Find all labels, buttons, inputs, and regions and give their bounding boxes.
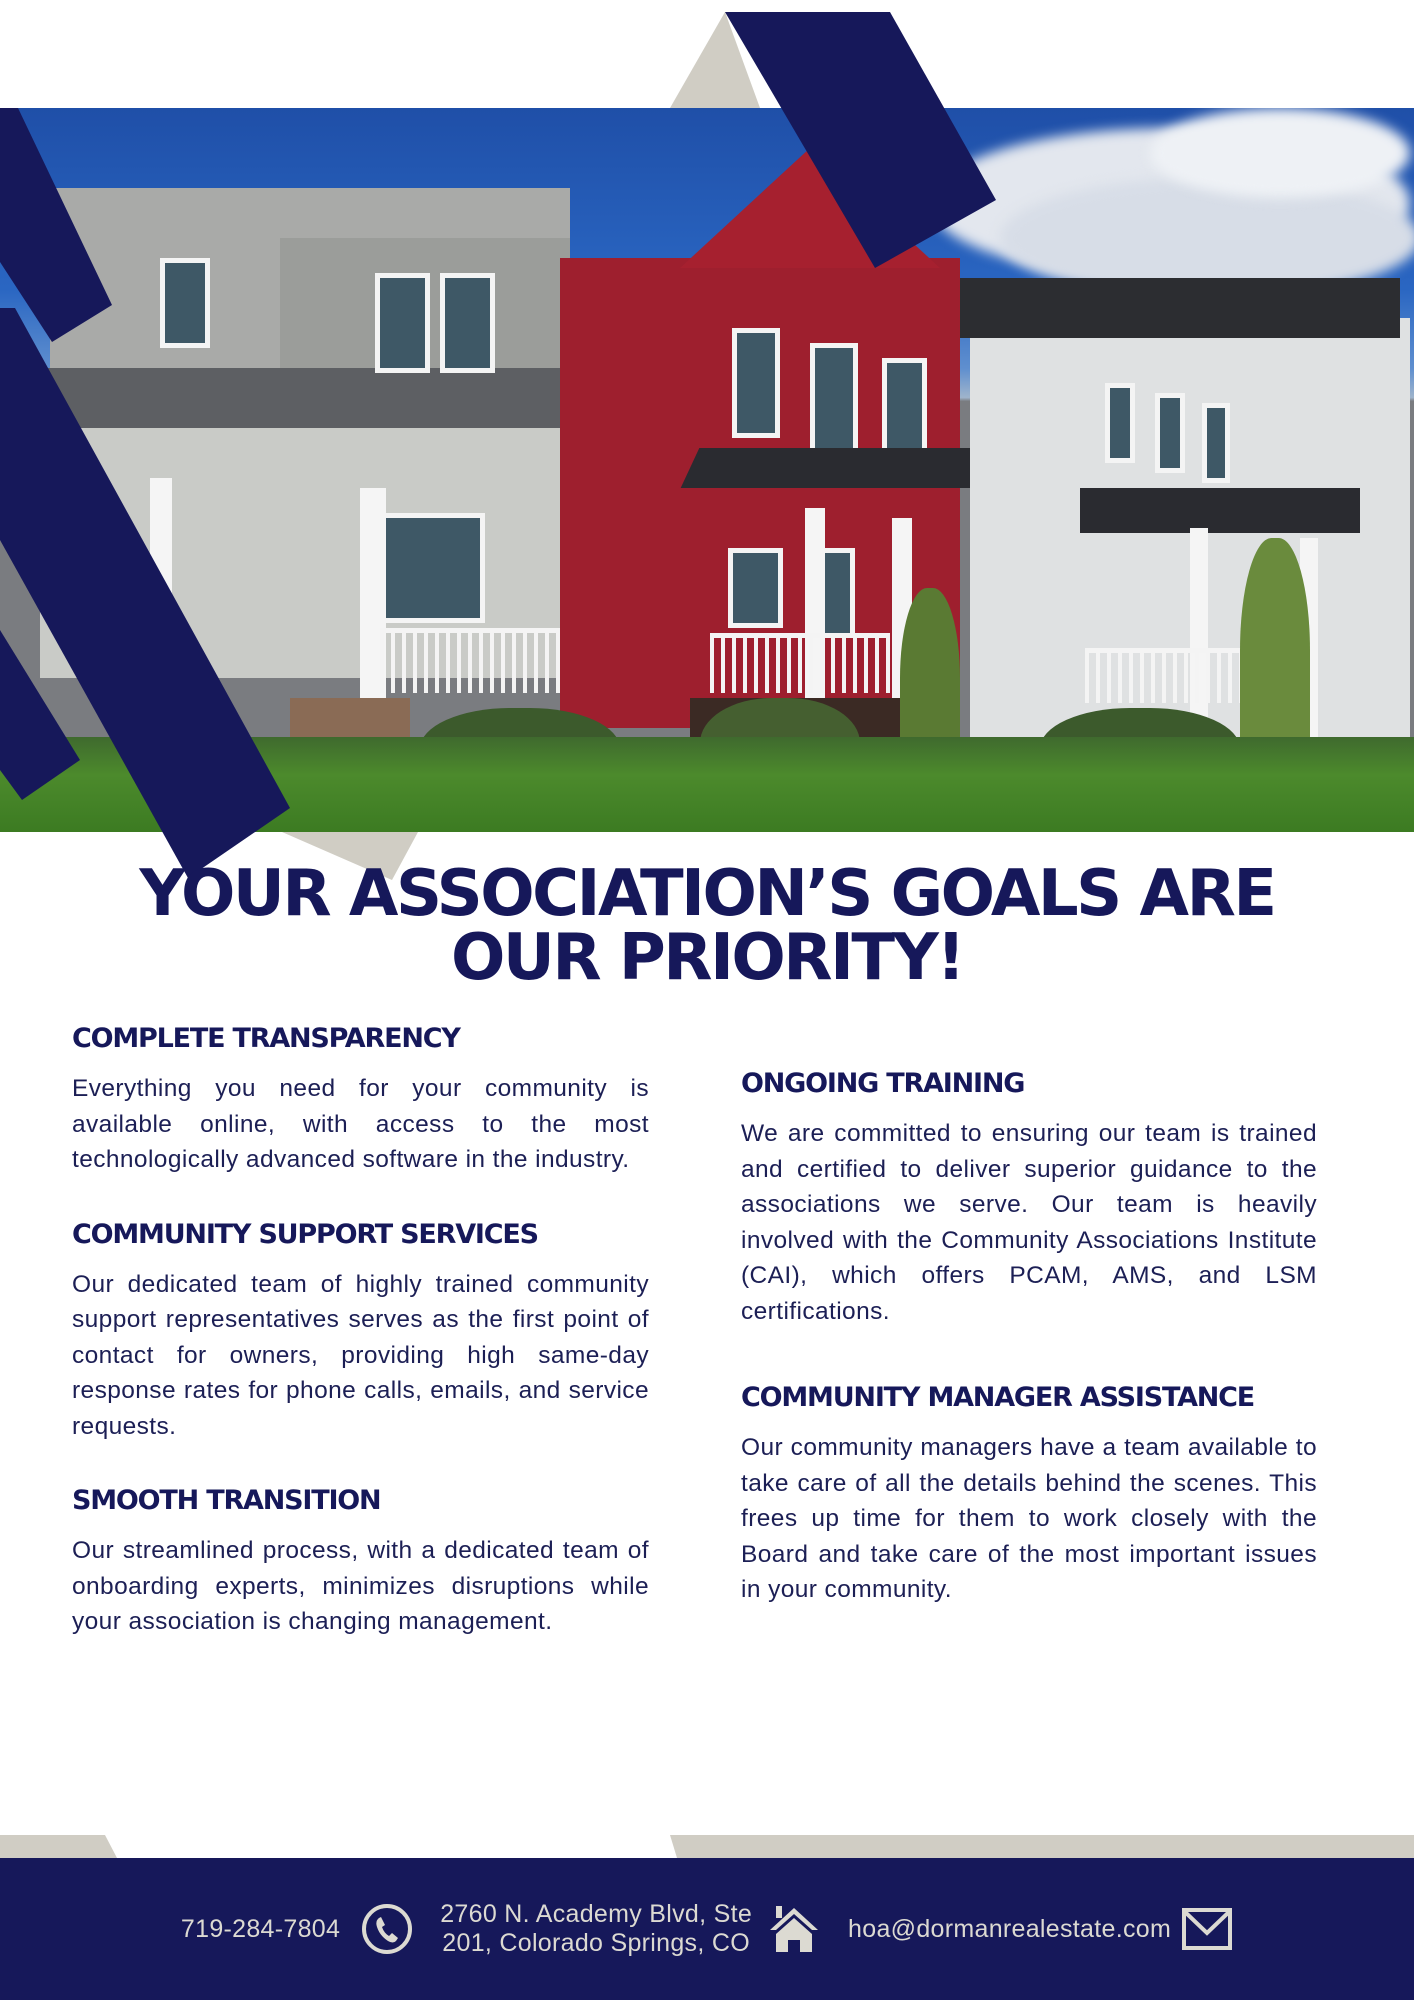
section-heading: COMMUNITY MANAGER ASSISTANCE	[741, 1382, 1255, 1413]
home-icon	[768, 1904, 820, 1954]
address-line-1: 2760 N. Academy Blvd, Ste	[440, 1900, 753, 1928]
footer-email[interactable]	[848, 1907, 1233, 1951]
phone-number[interactable]: 719-284-7804	[180, 1914, 341, 1943]
address-line-2: 201, Colorado Springs, CO	[442, 1929, 750, 1957]
footer-contact	[0, 1858, 1414, 2000]
section-body: Our streamlined process, with a dedicated team of onboarding experts, minimizes disruptions while your association is changing management.	[72, 1537, 649, 1635]
section-complete-transparency	[72, 1022, 649, 1178]
title-line-1: YOUR ASSOCIATION’S GOALS ARE	[139, 857, 1275, 931]
footer-address	[440, 1900, 820, 1958]
address-text	[440, 1900, 752, 1958]
section-heading: COMMUNITY SUPPORT SERVICES	[72, 1218, 538, 1250]
section-body: Our community managers have a team available to take care of all the details behind the scenes. This frees up time for them to work closely with the Board and take care of the most important issues in your community.	[741, 1434, 1317, 1603]
footer-phone[interactable]	[181, 1902, 414, 1956]
section-community-support-services	[72, 1218, 649, 1445]
section-community-manager-assistance	[741, 1381, 1317, 1608]
envelope-icon	[1181, 1907, 1233, 1951]
section-body: We are committed to ensuring our team is trained and certified to deliver superior guidance to the associations we serve. Our team is heavily involved with the Community Associations Institute (CAI), which offers PCAM, AMS, and LSM certifications.	[741, 1120, 1317, 1325]
section-heading: COMPLETE TRANSPARENCY	[72, 1023, 460, 1054]
section-smooth-transition	[72, 1484, 649, 1640]
section-body: Everything you need for your community is available online, with access to the most technologically advanced software in the industry.	[72, 1075, 649, 1173]
section-heading: ONGOING TRAINING	[741, 1068, 1025, 1099]
section-ongoing-training	[741, 1067, 1317, 1329]
phone-icon	[360, 1902, 414, 1956]
left-column	[72, 1022, 649, 1680]
section-heading: SMOOTH TRANSITION	[72, 1485, 381, 1516]
right-column	[741, 1067, 1317, 1660]
section-body: Our dedicated team of highly trained community support representatives serves as the first point of contact for owners, providing high same-day response rates for phone calls, emails, and service requests.	[72, 1270, 649, 1440]
title-line-2: OUR PRIORITY!	[450, 921, 964, 995]
page-title	[0, 857, 1414, 995]
email-address[interactable]: hoa@dormanrealestate.com	[848, 1914, 1172, 1943]
